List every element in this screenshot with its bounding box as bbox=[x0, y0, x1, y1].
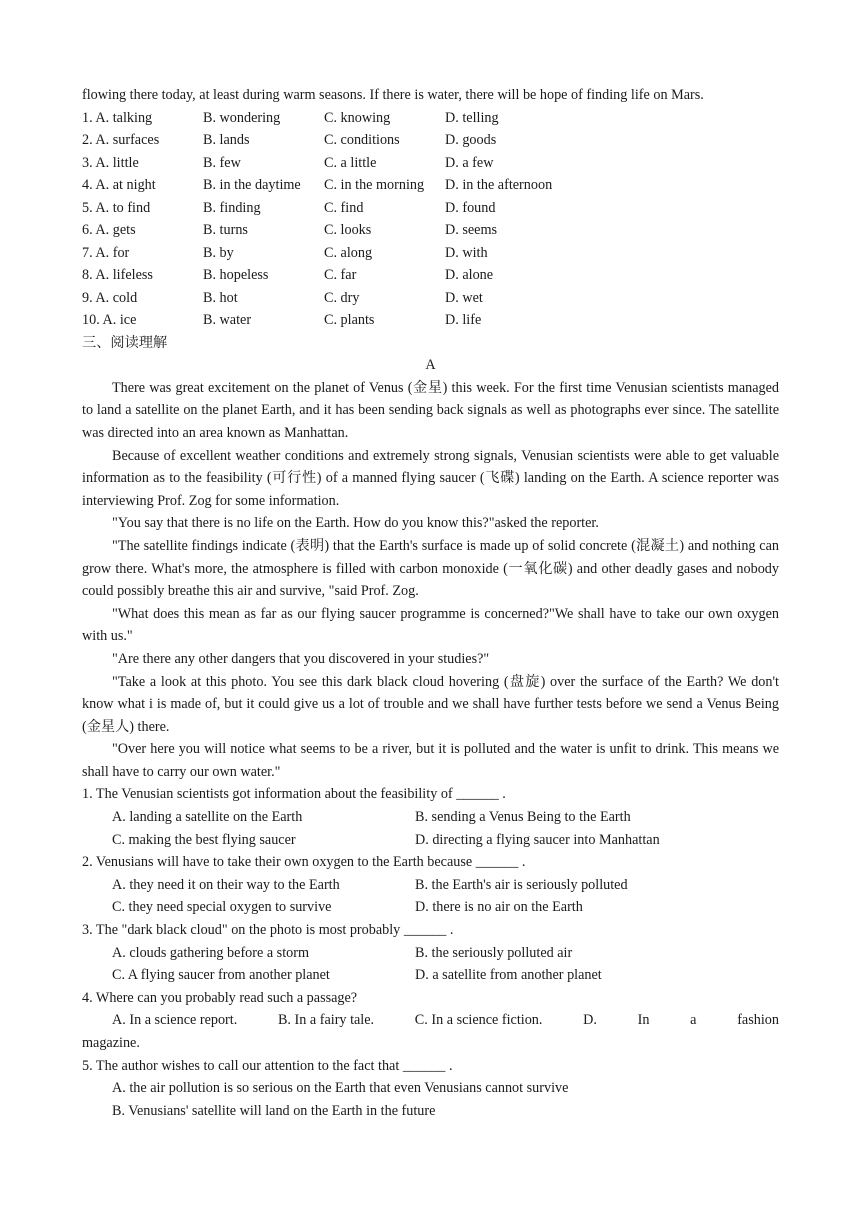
option-b: B. wondering bbox=[203, 109, 281, 126]
option-a: A. the air pollution is so serious on the Earth that even Venusians cannot survive bbox=[112, 1080, 569, 1097]
cloze-option-row bbox=[82, 197, 779, 220]
cloze-options bbox=[82, 107, 779, 332]
option-a: A. landing a satellite on the Earth bbox=[112, 809, 303, 826]
passage-paragraph: "What does this mean as far as our flying saucer programme is concerned?"We shall have to take our own oxygen with us." bbox=[82, 605, 779, 645]
question-options bbox=[82, 806, 779, 829]
cloze-option-row bbox=[82, 152, 779, 175]
option-c: C. dry bbox=[324, 289, 360, 306]
option-d-letter: D. bbox=[583, 1012, 597, 1029]
question-5 bbox=[82, 1055, 779, 1123]
option-b: B. In a fairy tale. bbox=[277, 1012, 375, 1029]
option-d: D. wet bbox=[445, 289, 483, 306]
passage-paragraph: "The satellite findings indicate (表明) that the Earth's surface is made up of solid concrete (混凝土) and nothing can grow there. What's more, the atmosphere is filled with carbon monoxide (一氧化碳) and other deadly gases and nobody could possibly breathe this air and survive, "said Prof. Zog. bbox=[82, 537, 779, 600]
option-d: D. seems bbox=[445, 222, 498, 239]
option-a: 8. A. lifeless bbox=[82, 267, 153, 284]
option-c: C. they need special oxygen to survive bbox=[112, 899, 332, 916]
option-a: 3. A. little bbox=[82, 154, 139, 171]
option-d: D. alone bbox=[445, 267, 494, 284]
question-options bbox=[82, 874, 779, 897]
option-c: C. far bbox=[324, 267, 357, 284]
option-d-word: fashion bbox=[737, 1012, 779, 1029]
option-d: D. telling bbox=[445, 109, 499, 126]
question-options bbox=[82, 964, 779, 987]
option-d: D. a satellite from another planet bbox=[415, 967, 602, 984]
question-4 bbox=[82, 987, 779, 1055]
document-page bbox=[82, 84, 779, 1122]
option-a: 5. A. to find bbox=[82, 199, 151, 216]
option-d-continued: magazine. bbox=[82, 1035, 140, 1051]
option-a: A. In a science report. bbox=[112, 1012, 238, 1029]
option-d: D. in the afternoon bbox=[445, 177, 553, 194]
option-b: B. by bbox=[203, 244, 234, 261]
cloze-option-row bbox=[82, 264, 779, 287]
option-c: C. making the best flying saucer bbox=[112, 831, 296, 848]
option-c: C. along bbox=[324, 244, 373, 261]
option-b: B. Venusians' satellite will land on the Earth in the future bbox=[112, 1102, 436, 1119]
option-b: B. the seriously polluted air bbox=[415, 944, 573, 961]
option-b: B. in the daytime bbox=[203, 177, 301, 194]
option-b: B. few bbox=[203, 154, 241, 171]
option-c: C. conditions bbox=[324, 132, 400, 149]
option-b: B. turns bbox=[203, 222, 248, 239]
question-stem: 2. Venusians will have to take their own oxygen to the Earth because ______ . bbox=[82, 854, 526, 871]
question-stem: 1. The Venusian scientists got information about the feasibility of ______ . bbox=[82, 786, 506, 803]
option-b: B. sending a Venus Being to the Earth bbox=[415, 809, 631, 826]
question-stem: 5. The author wishes to call our attention to the fact that ______ . bbox=[82, 1057, 453, 1074]
passage-letter: A bbox=[425, 357, 436, 374]
question-options bbox=[82, 829, 779, 852]
question-1 bbox=[82, 783, 779, 851]
passage-paragraph: "Take a look at this photo. You see this dark black cloud hovering (盘旋) over the surface of the Earth? We don't know what i is made of, but it could give us a lot of trouble and we shall have further tests before we send a Venus Being (金星人) there. bbox=[82, 673, 779, 735]
option-a: 7. A. for bbox=[82, 244, 130, 261]
option-a: 6. A. gets bbox=[82, 222, 136, 239]
passage-paragraph: "You say that there is no life on the Earth. How do you know this?"asked the reporter. bbox=[112, 515, 599, 532]
option-a: A. clouds gathering before a storm bbox=[112, 944, 309, 961]
option-d: D. directing a flying saucer into Manhattan bbox=[415, 831, 660, 848]
option-d: D. goods bbox=[445, 132, 497, 149]
option-d-word: In bbox=[637, 1012, 650, 1029]
section-heading: 三、阅读理解 bbox=[82, 334, 168, 351]
option-c: C. knowing bbox=[324, 109, 391, 126]
passage-paragraph: "Over here you will notice what seems to be a river, but it is polluted and the water is unfit to drink. This means we shall have to carry our own water." bbox=[82, 741, 779, 780]
question-options bbox=[82, 942, 779, 965]
option-d: D. with bbox=[445, 244, 488, 261]
intro-line: flowing there today, at least during warm seasons. If there is water, there will be hope of finding life on Mars. bbox=[82, 87, 704, 103]
question-stem: 4. Where can you probably read such a passage? bbox=[82, 989, 358, 1006]
option-a: A. they need it on their way to the Earth bbox=[112, 876, 340, 893]
cloze-option-row bbox=[82, 309, 779, 332]
option-b: B. hopeless bbox=[203, 267, 269, 284]
cloze-option-row bbox=[82, 174, 779, 197]
option-b: B. lands bbox=[203, 132, 250, 149]
option-a: 2. A. surfaces bbox=[82, 132, 160, 149]
option-d: D. a few bbox=[445, 154, 494, 171]
option-b: B. the Earth's air is seriously polluted bbox=[415, 876, 628, 893]
passage-paragraph: "Are there any other dangers that you discovered in your studies?" bbox=[112, 650, 490, 667]
option-c: C. In a science fiction. bbox=[414, 1012, 543, 1029]
cloze-option-row bbox=[82, 107, 779, 130]
option-a: 9. A. cold bbox=[82, 289, 138, 306]
option-b: B. water bbox=[203, 312, 252, 329]
question-options bbox=[82, 896, 779, 919]
question-options bbox=[82, 1009, 779, 1032]
passage-paragraph: Because of excellent weather conditions and extremely strong signals, Venusian scientists were able to get valuable information as to the feasibility (可行性) of a manned flying saucer (飞碟) landing on the Earth. A science reporter was interviewing Prof. Zog for some information. bbox=[82, 447, 779, 509]
option-d: D. found bbox=[445, 199, 496, 216]
cloze-option-row bbox=[82, 287, 779, 310]
option-c: C. in the morning bbox=[324, 177, 425, 194]
option-c: C. find bbox=[324, 199, 364, 216]
option-b: B. finding bbox=[203, 199, 261, 216]
option-d: D. life bbox=[445, 312, 482, 329]
question-2 bbox=[82, 851, 779, 919]
question-3 bbox=[82, 919, 779, 987]
option-c: C. A flying saucer from another planet bbox=[112, 967, 330, 984]
option-d: D. there is no air on the Earth bbox=[415, 899, 583, 916]
cloze-option-row bbox=[82, 129, 779, 152]
question-stem: 3. The "dark black cloud" on the photo is most probably ______ . bbox=[82, 922, 454, 939]
cloze-option-row bbox=[82, 242, 779, 265]
option-c: C. a little bbox=[324, 154, 377, 171]
option-c: C. looks bbox=[324, 222, 372, 239]
option-a: 10. A. ice bbox=[82, 312, 137, 329]
option-a: 4. A. at night bbox=[82, 177, 156, 194]
passage-paragraph: There was great excitement on the planet of Venus (金星) this week. For the first time Venusian scientists managed to land a satellite on the planet Earth, and it has been sending back signals as well as photographs ever since. The satellite was directed into an area known as Manhattan. bbox=[82, 379, 779, 441]
cloze-option-row bbox=[82, 219, 779, 242]
option-b: B. hot bbox=[203, 289, 238, 306]
option-c: C. plants bbox=[324, 312, 375, 329]
option-d-word: a bbox=[690, 1012, 697, 1029]
option-a: 1. A. talking bbox=[82, 109, 153, 126]
